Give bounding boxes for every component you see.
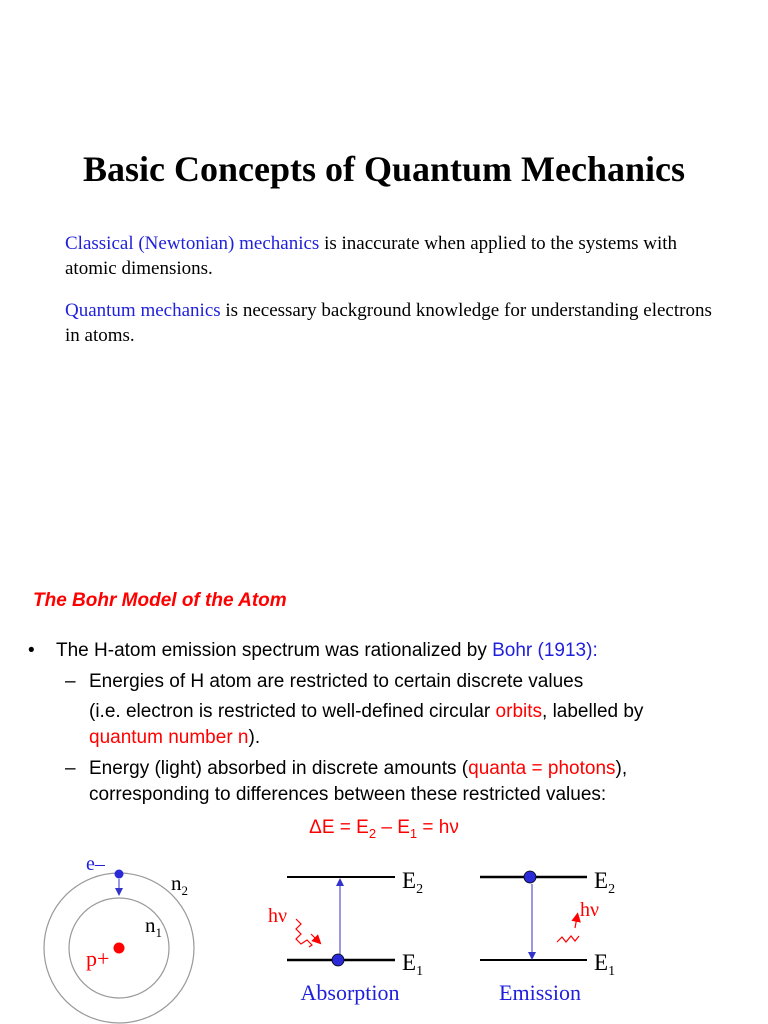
e-letter: E [594, 868, 609, 893]
photon-wave-out [557, 936, 579, 942]
absorption-caption: Absorption [300, 980, 400, 1005]
subscript-2: 2 [368, 825, 377, 841]
photon-wave-in [296, 919, 312, 947]
proton-dot [114, 943, 125, 954]
sub-point-1-line-2 [89, 699, 643, 725]
sub-point-1-line-3 [89, 725, 260, 751]
atom-model [44, 853, 194, 1023]
emission-diagram [480, 868, 615, 1005]
photon-label-absorption: hν [268, 905, 288, 927]
e1-label [594, 950, 615, 979]
absorption-diagram [268, 868, 423, 1005]
electron-dot [524, 871, 536, 883]
sub-point-2-line-2: corresponding to differences between these restricted values: [89, 784, 607, 805]
emission-caption: Emission [499, 980, 581, 1005]
photon-arrow-in [311, 934, 318, 941]
bohr-bullet-text [56, 638, 598, 664]
e-letter: E [594, 950, 609, 975]
e-letter: E [402, 868, 417, 893]
electron-dot [332, 954, 344, 966]
bohr-citation: Bohr (1913): [492, 640, 598, 661]
orbit-n1-label [145, 913, 162, 940]
bohr-diagram [0, 840, 768, 1024]
electron-dot [115, 870, 124, 879]
e1-subscript: 1 [608, 964, 616, 979]
n1-subscript: 1 [155, 925, 162, 940]
text: ). [248, 727, 261, 748]
intro-paragraph-classical [65, 231, 725, 281]
n-letter: n [145, 913, 156, 937]
e1-subscript: 1 [416, 964, 424, 979]
quantum-mechanics-term: Quantum mechanics [65, 300, 221, 321]
n-letter: n [171, 871, 182, 895]
photon-arrow-out [575, 917, 577, 928]
bohr-model-heading: The Bohr Model of the Atom [33, 590, 287, 611]
page-title: Basic Concepts of Quantum Mechanics [83, 149, 685, 189]
e2-label [594, 868, 615, 897]
bullet-text: The H-atom emission spectrum was rationalized by [56, 640, 493, 661]
formula-part: E = E [321, 817, 369, 838]
proton-label: p+ [86, 946, 110, 971]
e2-label [402, 868, 423, 897]
photon-label-emission: hν [580, 899, 600, 921]
e2-subscript: 2 [416, 882, 424, 897]
text: (i.e. electron is restricted to well-defined circular [89, 701, 496, 722]
intro-paragraph-quantum [65, 298, 725, 348]
bullet-point: • [28, 640, 35, 661]
classical-mechanics-term: Classical (Newtonian) mechanics [65, 233, 320, 254]
e1-label [402, 950, 423, 979]
formula-part: = hν [417, 817, 459, 838]
text: , labelled by [542, 701, 644, 722]
electron-label: e– [86, 853, 105, 875]
orbits-term: orbits [495, 701, 543, 722]
dash-marker-2: – [65, 758, 76, 779]
n2-subscript: 2 [181, 883, 188, 898]
text: Energy (light) absorbed in discrete amounts ( [89, 758, 469, 779]
delta-symbol: Δ [309, 817, 322, 838]
e2-subscript: 2 [608, 882, 616, 897]
quantum-mechanics-text: is necessary background knowledge for understanding electrons in atoms. [65, 300, 712, 346]
sub-point-2-line-1 [89, 756, 627, 782]
classical-mechanics-text: is inaccurate when applied to the systems with atomic dimensions. [65, 233, 678, 279]
text: ), [615, 758, 628, 779]
subscript-1: 1 [409, 825, 418, 841]
formula-part: – E [376, 817, 410, 838]
e-letter: E [402, 950, 417, 975]
quanta-term: quanta = photons [468, 758, 616, 779]
dash-marker-1: – [65, 671, 76, 692]
sub-point-1-line-1: Energies of H atom are restricted to certain discrete values [89, 671, 584, 692]
orbit-n2-label [171, 871, 188, 898]
quantum-number-term: quantum number n [89, 727, 249, 748]
